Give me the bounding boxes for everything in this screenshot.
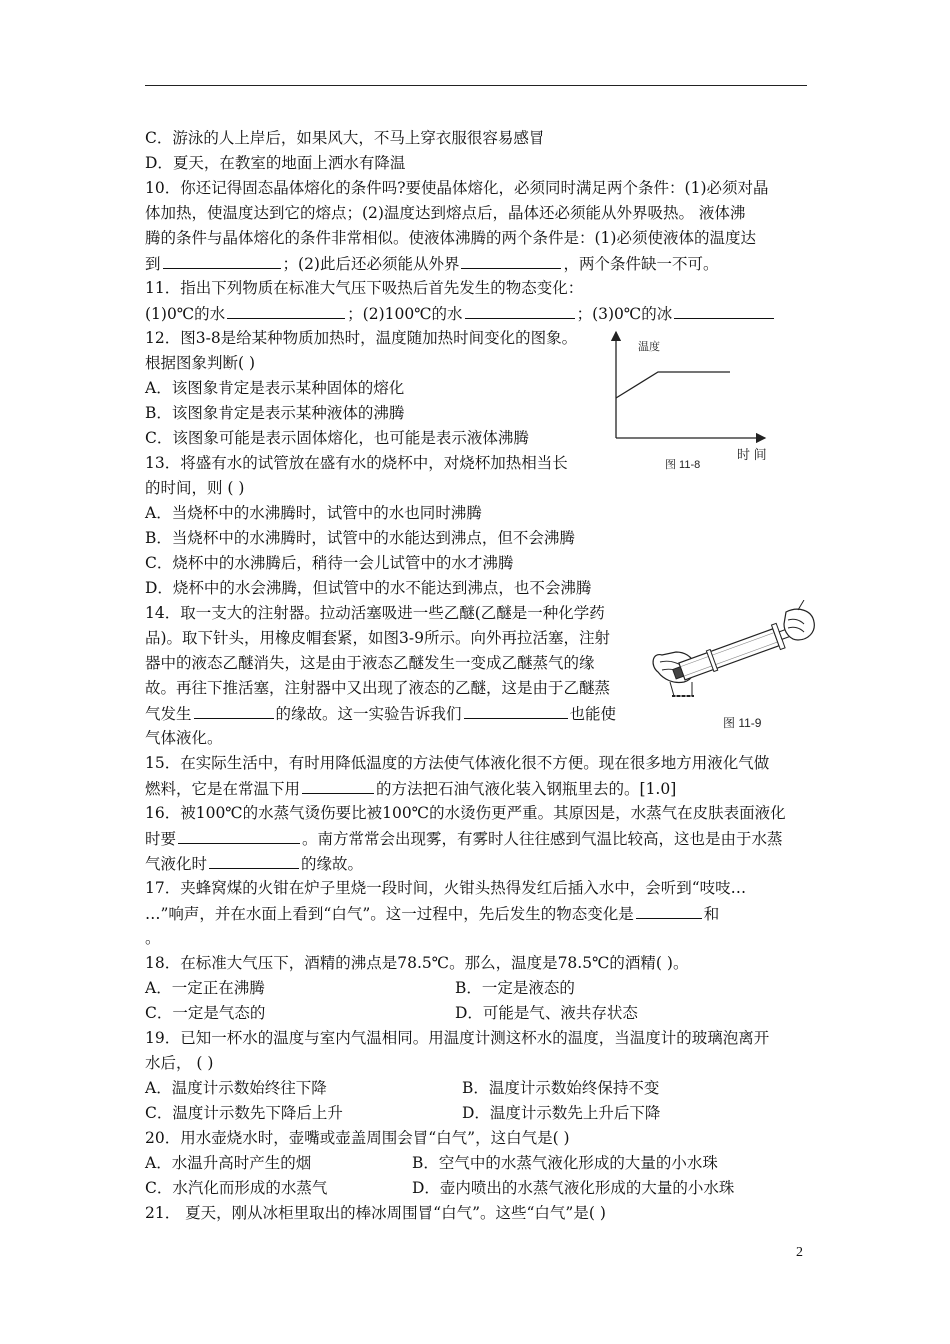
question-14-line2: 品)。取下针头，用橡皮帽套紧，如图3-9所示。向外再拉活塞，注射 [145, 629, 611, 647]
option-d-q18: D．可能是气、液共存状态 [455, 1004, 638, 1022]
answer-blank[interactable] [209, 853, 299, 869]
question-11: 11．指出下列物质在标准大气压下吸热后首先发生的物态变化： [145, 279, 584, 297]
temperature-curve [616, 372, 730, 398]
option-a-q19: A．温度计示数始终往下降 [145, 1079, 327, 1097]
question-14-line1: 14．取一支大的注射器。拉动活塞吸进一些乙醚(乙醚是一种化学药 [145, 604, 605, 622]
answer-blank[interactable] [163, 253, 281, 269]
option-b-q19: B．温度计示数始终保持不变 [462, 1079, 660, 1097]
answer-blank[interactable] [465, 303, 575, 319]
question-14-line3: 器中的液态乙醚消失，这是由于液态乙醚发生一变成乙醚蒸气的缘 [145, 654, 595, 672]
answer-blank[interactable] [227, 303, 345, 319]
option-d-q9: D．夏天，在教室的地面上洒水有降温 [145, 154, 406, 172]
question-17-line3: 。 [145, 929, 161, 947]
question-15-line2: 燃料，它是在常温下用 的方法把石油气液化装入钢瓶里去的。[1.0] [145, 780, 677, 798]
question-14-line6: 气体液化。 [145, 729, 223, 747]
question-10-line1: 10．你还记得固态晶体熔化的条件吗?要使晶体熔化，必须同时满足两个条件：(1)必须对晶 [145, 179, 769, 197]
option-b-q20: B．空气中的水蒸气液化形成的大量的小水珠 [412, 1154, 718, 1172]
question-14-line5: 气发生 的缘故。这一实验告诉我们 也能使 [145, 705, 617, 723]
question-21: 21． 夏天，刚从冰柜里取出的棒冰周围冒“白气”。这些“白气”是( ) [145, 1204, 606, 1222]
answer-blank[interactable] [302, 778, 374, 794]
answer-blank[interactable] [461, 253, 561, 269]
option-d-q13: D．烧杯中的水会沸腾，但试管中的水不能达到沸点，也不会沸腾 [145, 579, 592, 597]
option-c-q13: C．烧杯中的水沸腾后，稍待一会儿试管中的水才沸腾 [145, 554, 514, 572]
question-19: 19．已知一杯水的温度与室内气温相同。用温度计测这杯水的温度，当温度计的玻璃泡离开 [145, 1029, 770, 1047]
question-16-line2: 时要 。南方常常会出现雾，有雾时人往往感到气温比较高，这也是由于水蒸 [145, 830, 783, 848]
answer-blank[interactable] [464, 703, 568, 719]
option-c-q20: C．水汽化而形成的水蒸气 [145, 1179, 328, 1197]
answer-blank[interactable] [178, 828, 300, 844]
question-15-line1: 15．在实际生活中，有时用降低温度的方法使气体液化很不方便。现在很多地方用液化气做 [145, 754, 770, 772]
option-b-q13: B．当烧杯中的水沸腾时，试管中的水能达到沸点，但不会沸腾 [145, 529, 575, 547]
option-a-q18: A．一定正在沸腾 [145, 979, 265, 997]
option-c-q18: C．一定是气态的 [145, 1004, 266, 1022]
y-axis-label: 温度 [638, 341, 660, 353]
question-10-line3: 腾的条件与晶体熔化的条件非常相似。使液体沸腾的两个条件是：(1)必须使液体的温度达 [145, 229, 756, 247]
figure-11-9-syringe [648, 600, 818, 705]
question-20: 20．用水壶烧水时，壶嘴或壶盖周围会冒“白气”，这白气是( ) [145, 1129, 570, 1147]
question-10-line2: 体加热，使温度达到它的熔点；(2)温度达到熔点后，晶体还必须能从外界吸热。 液体沸 [145, 204, 746, 222]
option-d-q19: D．温度计示数先上升后下降 [462, 1104, 661, 1122]
option-a-q12: A．该图象肯定是表示某种固体的熔化 [145, 379, 405, 397]
option-d-q20: D．壶内喷出的水蒸气液化形成的大量的小水珠 [412, 1179, 735, 1197]
figure-11-9-caption: 图 11-9 [723, 716, 762, 730]
question-14-line4: 故。再往下推活塞，注射器中又出现了液态的乙醚，这是由于乙醚蒸 [145, 679, 611, 697]
question-16-line1: 16．被100℃的水蒸气烫伤要比被100℃的水烫伤更严重。其原因是，水蒸气在皮肤表面液化 [145, 804, 786, 822]
option-c-q19: C．温度计示数先下降后上升 [145, 1104, 343, 1122]
question-17-line1: 17．夹蜂窝煤的火钳在炉子里烧一段时间，火钳头热得发红后插入水中，会听到“吱吱… [145, 879, 747, 897]
question-16-line3: 气液化时 的缘故。 [145, 855, 364, 873]
x-axis-label: 时 间 [737, 447, 767, 462]
question-12-prompt: 根据图象判断( ) [145, 354, 256, 372]
option-a-q13: A．当烧杯中的水沸腾时，试管中的水也同时沸腾 [145, 504, 482, 522]
option-b-q18: B．一定是液态的 [455, 979, 575, 997]
page-number: 2 [796, 1245, 803, 1260]
question-13: 13．将盛有水的试管放在盛有水的烧杯中，对烧杯加热相当长 [145, 454, 568, 472]
answer-blank[interactable] [636, 903, 702, 919]
question-17-line2: …”响声，并在水面上看到“白气”。这一过程中，先后发生的物态变化是 和 [145, 905, 720, 923]
header-rule [145, 85, 807, 86]
figure-11-8-caption: 图 11-8 [665, 459, 701, 471]
question-19-prompt: 水后， ( ) [145, 1054, 214, 1072]
answer-blank[interactable] [194, 703, 274, 719]
option-c-q12: C．该图象可能是表示固体熔化，也可能是表示液体沸腾 [145, 429, 529, 447]
right-hand [784, 609, 814, 640]
option-b-q12: B．该图象肯定是表示某种液体的沸腾 [145, 404, 405, 422]
question-12: 12．图3-8是给某种物质加热时，温度随加热时间变化的图象。 [145, 329, 578, 347]
question-18: 18．在标准大气压下，酒精的沸点是78.5℃。那么，温度是78.5℃的酒精( )。 [145, 954, 689, 972]
question-13-prompt: 的时间，则 ( ) [145, 479, 245, 497]
question-10-line4: 到 ；(2)此后还必须能从外界 ，两个条件缺一不可。 [145, 255, 719, 273]
option-c-q9: C．游泳的人上岸后，如果风大，不马上穿衣服很容易感冒 [145, 129, 545, 147]
figure-11-8-graph [610, 330, 770, 455]
question-11-items: (1)0℃的水 ；(2)100℃的水 ；(3)0℃的冰 [145, 303, 776, 324]
option-a-q20: A．水温升高时产生的烟 [145, 1154, 312, 1172]
answer-blank[interactable] [674, 303, 774, 319]
